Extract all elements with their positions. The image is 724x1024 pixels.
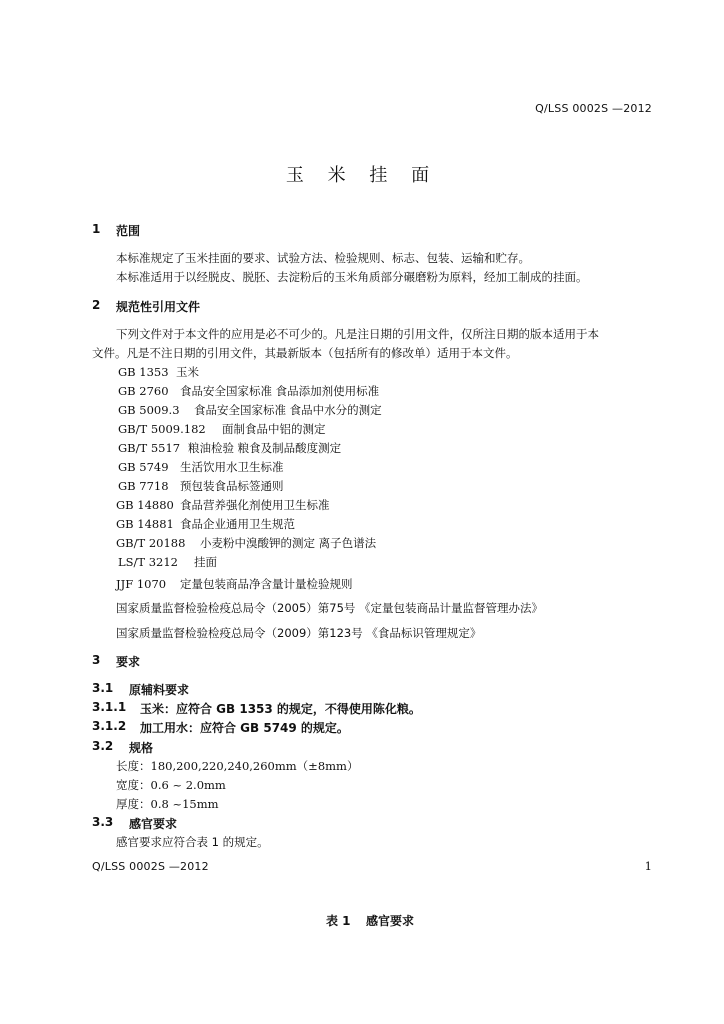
reference-code: GB 5749 bbox=[118, 460, 169, 474]
page-number: 1 bbox=[644, 859, 652, 873]
reference-title: 食品安全国家标准 食品添加剂使用标准 bbox=[180, 384, 380, 398]
section-2-intro: 文件。凡是不注日期的引用文件，其最新版本（包括所有的修改单）适用于本文件。 bbox=[92, 346, 518, 360]
reference-code: GB 5009.3 bbox=[118, 403, 180, 417]
section-2-heading: 规范性引用文件 bbox=[116, 300, 201, 314]
reference-item bbox=[116, 516, 295, 532]
page-title: 玉 米 挂 面 bbox=[285, 165, 439, 186]
section-1-number: 1 bbox=[92, 222, 101, 236]
reference-title: 食品营养强化剂使用卫生标准 bbox=[180, 498, 330, 512]
reference-item bbox=[116, 497, 330, 513]
section-3-1-2-text: 加工用水：应符合 GB 5749 的规定。 bbox=[140, 721, 349, 735]
reference-title: 玉米 bbox=[176, 365, 199, 379]
section-3-2-heading: 规格 bbox=[129, 741, 154, 755]
reference-code: GB/T 5517 bbox=[118, 441, 181, 455]
document-code-footer: Q/LSS 0002S —2012 bbox=[92, 860, 209, 873]
reference-item bbox=[118, 383, 379, 399]
table-caption-title: 感官要求 bbox=[366, 914, 415, 928]
reference-item bbox=[118, 421, 326, 437]
section-2-number: 2 bbox=[92, 298, 101, 312]
reference-item bbox=[116, 576, 353, 592]
reference-item bbox=[118, 554, 217, 570]
document-code-header: Q/LSS 0002S —2012 bbox=[535, 102, 652, 115]
section-3-heading: 要求 bbox=[116, 655, 141, 669]
reference-code: GB 1353 bbox=[118, 365, 169, 379]
reference-code: GB/T 20188 bbox=[116, 536, 186, 550]
regulation-order: 国家质量监督检验检疫总局令（2005）第75号 《定量包装商品计量监督管理办法》 bbox=[116, 601, 544, 615]
section-3-3-number: 3.3 bbox=[92, 815, 114, 829]
reference-title: 挂面 bbox=[194, 555, 217, 569]
section-3-1-1-text: 玉米：应符合 GB 1353 的规定，不得使用陈化粮。 bbox=[140, 702, 421, 716]
reference-item bbox=[118, 459, 284, 475]
section-3-3-heading: 感官要求 bbox=[129, 817, 178, 831]
reference-code: GB/T 5009.182 bbox=[118, 422, 206, 436]
spec-width: 宽度：0.6 ~ 2.0mm bbox=[116, 778, 226, 792]
reference-code: JJF 1070 bbox=[116, 577, 167, 591]
reference-item bbox=[116, 535, 376, 551]
section-3-3-text: 感官要求应符合表 1 的规定。 bbox=[116, 835, 269, 849]
reference-title: 食品安全国家标准 食品中水分的测定 bbox=[194, 403, 382, 417]
reference-item bbox=[118, 402, 382, 418]
reference-title: 预包装食品标签通则 bbox=[180, 479, 284, 493]
section-3-1-2-number: 3.1.2 bbox=[92, 719, 127, 733]
section-3-1-number: 3.1 bbox=[92, 681, 114, 695]
table-caption-label: 表 1 bbox=[326, 914, 351, 928]
reference-code: GB 14880 bbox=[116, 498, 174, 512]
reference-code: GB 7718 bbox=[118, 479, 169, 493]
reference-code: LS/T 3212 bbox=[118, 555, 178, 569]
section-3-1-heading: 原辅料要求 bbox=[129, 683, 190, 697]
reference-code: GB 14881 bbox=[116, 517, 174, 531]
reference-item bbox=[118, 478, 284, 494]
reference-title: 食品企业通用卫生规范 bbox=[180, 517, 295, 531]
reference-item bbox=[118, 364, 199, 380]
reference-code: GB 2760 bbox=[118, 384, 169, 398]
section-1-paragraph: 本标准适用于以经脱皮、脱胚、去淀粉后的玉米角质部分碾磨粉为原料，经加工制成的挂面。 bbox=[116, 270, 588, 284]
section-3-number: 3 bbox=[92, 653, 101, 667]
section-3-2-number: 3.2 bbox=[92, 739, 114, 753]
regulation-order: 国家质量监督检验检疫总局令（2009）第123号 《食品标识管理规定》 bbox=[116, 626, 482, 640]
reference-title: 小麦粉中溴酸钾的测定 离子色谱法 bbox=[200, 536, 377, 550]
reference-title: 粮油检验 粮食及制品酸度测定 bbox=[188, 441, 342, 455]
reference-item bbox=[118, 440, 341, 456]
spec-length: 长度：180,200,220,240,260mm（±8mm） bbox=[116, 759, 359, 773]
reference-title: 生活饮用水卫生标准 bbox=[180, 460, 284, 474]
spec-thickness: 厚度：0.8 ~15mm bbox=[116, 797, 219, 811]
section-1-paragraph: 本标准规定了玉米挂面的要求、试验方法、检验规则、标志、包装、运输和贮存。 bbox=[116, 251, 530, 265]
reference-title: 定量包装商品净含量计量检验规则 bbox=[180, 577, 353, 591]
section-3-1-1-number: 3.1.1 bbox=[92, 700, 127, 714]
reference-title: 面制食品中铝的测定 bbox=[222, 422, 326, 436]
section-2-intro: 下列文件对于本文件的应用是必不可少的。凡是注日期的引用文件，仅所注日期的版本适用于本 bbox=[116, 327, 599, 341]
section-1-heading: 范围 bbox=[116, 224, 141, 238]
